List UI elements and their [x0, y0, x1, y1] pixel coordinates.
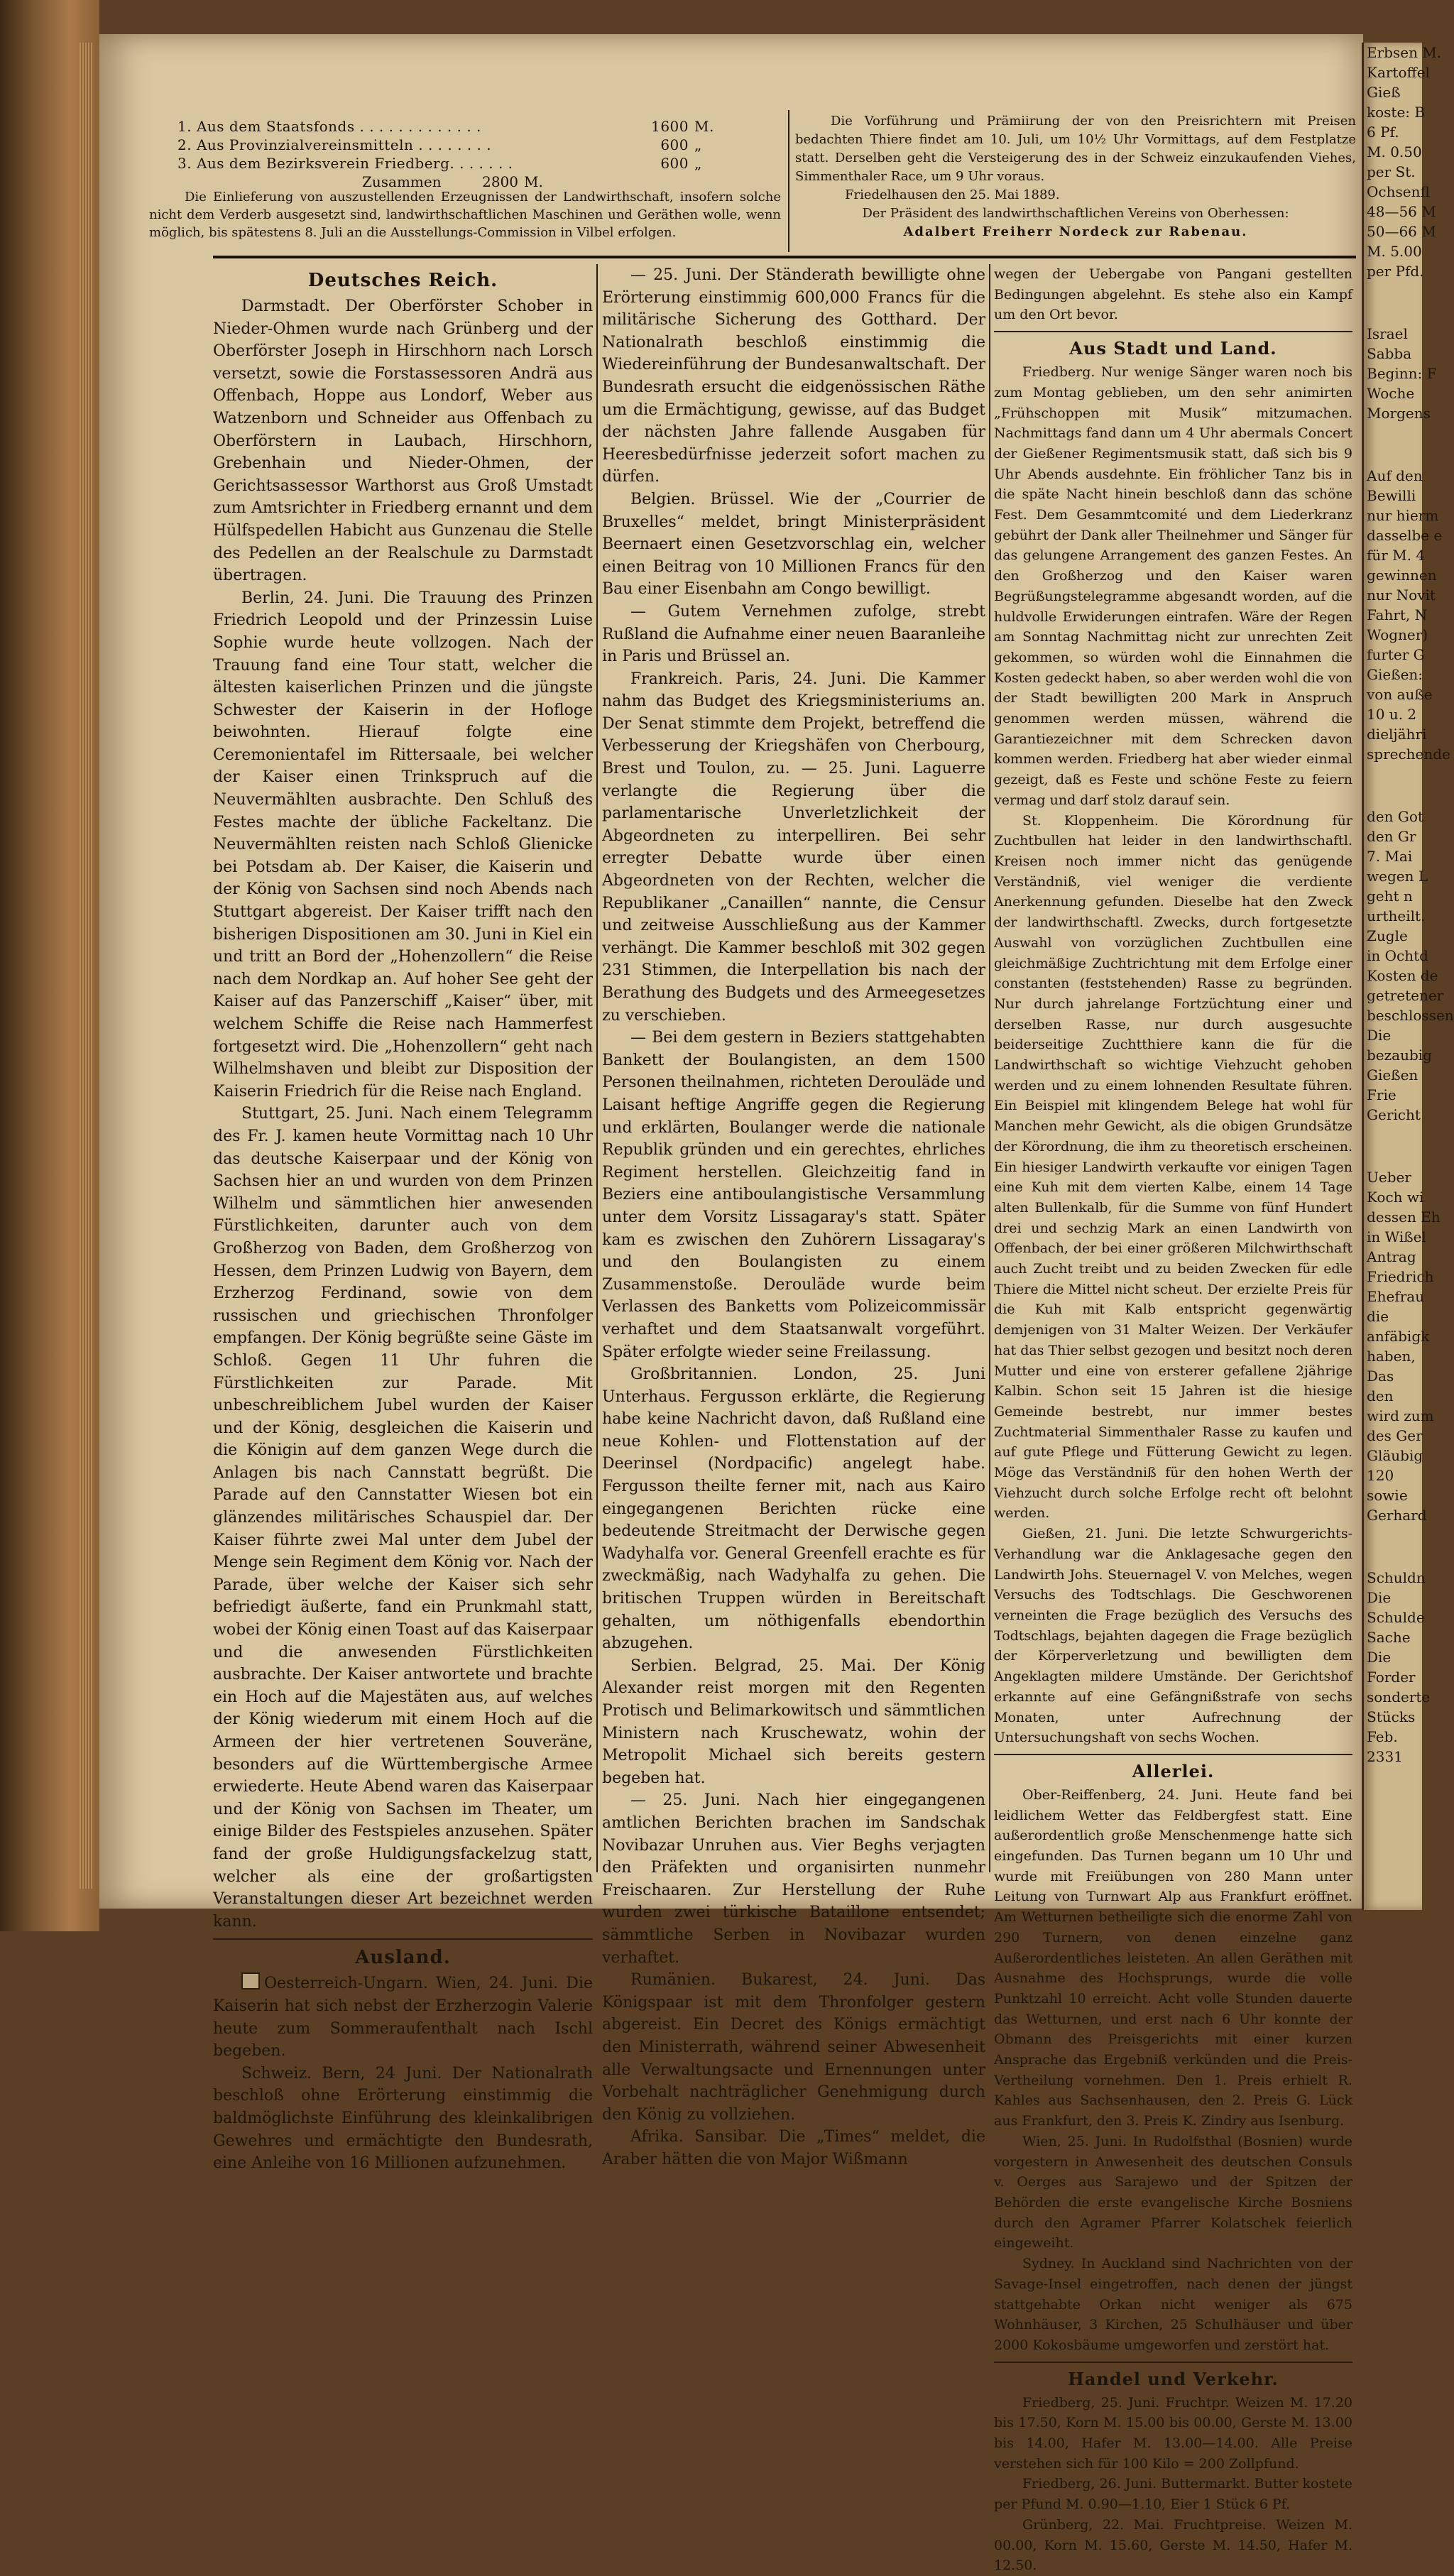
article-paragraph: Gießen, 21. Juni. Die letzte Schwurgerichts-Verhandlung war die Anklagesache gegen den Landwirth Johs. Steuernagel V. von Melches, wegen Versuchs des Todtschlags. Die Geschworenen verneinten die Frage bezüglich des Versuchs des Todtschlags, bejahten dagegen die Frage bezüglich der Körperverletzung und bewilligten dem Angeklagten mildere Umstände. Der Gerichtshof erkannte auf eine Gefängnißstrafe von sechs Monaten, unter Aufrechnung der Untersuchungshaft von sechs Wochen.: [994, 1526, 1352, 1746]
next-page-fragment: Woche: [1367, 385, 1415, 402]
next-page-fragment: den: [1367, 1387, 1394, 1404]
next-page-fragment: nur Novit: [1367, 586, 1436, 604]
announcement-text: Die Vorführung und Prämiirung der von den Preisrichtern mit Preisen bedachten Thiere findet am 10. Juli, um 10½ Uhr Vormittags, auf dem Festplatze statt. Derselben geht die Versteigerung des in der Schweiz einzukaufenden Viehes, Simmenthaler Race, um 9 Uhr voraus.: [795, 114, 1356, 184]
section-rule: [994, 331, 1352, 332]
next-page-fragment: 10 u. 2: [1367, 706, 1417, 723]
next-page-fragment: für M. 4: [1367, 547, 1426, 564]
next-page-fragment: Friedrich: [1367, 1268, 1434, 1285]
next-page-fragment: Frie: [1367, 1086, 1396, 1103]
article-paragraph: Grünberg, 22. Mai. Fruchtpreise. Weizen M. 00.00, Korn M. 15.60, Gerste M. 14.50, Hafer M. 12.50.: [994, 2516, 1352, 2574]
next-page-fragment: geht n: [1367, 888, 1413, 905]
next-page-fragment: Zugle: [1367, 927, 1408, 944]
fund-amount: 600: [660, 155, 689, 172]
article-paragraph: Frankreich. Paris, 24. Juni. Die Kammer nahm das Budget des Kriegsministeriums an. Der Senat stimmte dem Projekt, betreffend die Verbesserung der Kriegshäfen von Cherbourg, Brest und Toulon, zu. — 25. Juni. Laguerre verlangte die Regierung über die parlamentarische Unverletzlichkeit der Abgeordneten zu interpelliren. Bei sehr erregter Debatte wurde über einen Abgeordneten von der Rechten, welcher die Republikaner „Canaillen“ nannte, die Censur und zeitweise Ausschließung aus der Kammer verhängt. Die Kammer beschloß mit 302 gegen 231 Stimmen, die Interpellation bis nach der Berathung des Budgets und des Armeegesetzes zu verschieben.: [602, 670, 985, 1025]
fund-row: [177, 154, 781, 173]
fund-currency: „: [694, 155, 702, 172]
top-divider: [788, 110, 789, 252]
article-paragraph: Afrika. Sansibar. Die „Times“ meldet, die Araber hätten die von Major Wißmann: [602, 2128, 985, 2168]
article-paragraph: — Gutem Vernehmen zufolge, strebt Rußland die Aufnahme einer neuen Baaranleihe in Paris und Brüssel an.: [602, 602, 985, 666]
next-page-fragment: Gericht: [1367, 1106, 1421, 1123]
column-1: [213, 264, 593, 2175]
article-paragraph: Stuttgart, 25. Juni. Nach einem Telegramm des Fr. J. kamen heute Vormittag nach 10 Uhr das deutsche Kaiserpaar und der König von Sachsen hier an und wurden von dem Prinzen Wilhelm und sämmtlichen hier anwesenden Fürstlichkeiten, darunter auch von dem Großherzog von Baden, dem Großherzog von Hessen, dem Prinzen Ludwig von Bayern, dem Erzherzog Ferdinand, sowie von dem russischen und griechischen Thronfolger empfangen. Der König begrüßte seine Gäste im Schloß. Gegen 11 Uhr fuhren die Fürstlichkeiten zur Parade. Mit unbeschreiblichem Jubel wurden der Kaiser und der König, desgleichen die Kaiserin und die Königin auf dem ganzen Wege durch die Anlagen bis nach Cannstatt begrüßt. Die Parade auf den Cannstatter Wiesen bot ein glänzendes militärisches Schauspiel dar. Der Kaiser führte zwei Mal unter dem Jubel der Menge sein Regiment dem König vor. Nach der Parade, über welche der Kaiser sich sehr befriedigt äußerte, fand ein Prunkmahl statt, wobei der König einen Toast auf das Kaiserpaar und die anwesenden Fürstlichkeiten ausbrachte. Der Kaiser antwortete und brachte ein Hoch auf die Majestäten aus, auf welches der König wiederum mit einem Hoch auf die Armeen der hier vertretenen Souveräne, besonders auf die Württembergische Armee erwiederte. Heute Abend waren das Kaiserpaar und der König von Sachsen im Theater, um einige Bilder des Festspieles anzusehen. Später fand der große Huldigungsfackelzug statt, welcher als eine der großartigsten Veranstaltungen dieser Art bezeichnet werden kann.: [213, 1105, 593, 1931]
next-page-fragment: Ueber: [1367, 1169, 1411, 1186]
next-page-fragment: dessen Eh: [1367, 1208, 1441, 1226]
article-paragraph: wegen der Uebergabe von Pangani gestellten Bedingungen abgelehnt. Es stehe also ein Kampf um den Ort bevor.: [994, 266, 1352, 323]
next-page-fragment: sprechende: [1367, 746, 1450, 763]
next-page-fragment: Ochsenfl: [1367, 183, 1430, 200]
next-page-fragment: Gerhard: [1367, 1507, 1427, 1524]
column-2: [602, 264, 985, 2171]
next-page-fragment: sowie: [1367, 1487, 1408, 1504]
funding-list: [177, 117, 781, 191]
delivery-note: Die Einlieferung von auszustellenden Erzeugnissen der Landwirthschaft, insofern solche nicht dem Verderb ausgesetzt sind, landwirthschaftlichen Maschinen und Geräthen wolle, wenn möglich, bis spätestens 8. Juli an die Ausstellungs-Commission in Vilbel erfolgen.: [149, 190, 781, 240]
next-page-fragment: gewinnen: [1367, 567, 1437, 584]
next-page-fragment: Sabba: [1367, 345, 1412, 362]
next-page-fragment: Feb.: [1367, 1728, 1398, 1745]
next-page-fragment: sonderte: [1367, 1688, 1431, 1705]
article-paragraph: Darmstadt. Der Oberförster Schober in Nieder-Ohmen wurde nach Grünberg und der Oberförster Joseph in Hirschhorn nach Lorsch versetzt, sowie die Forstassessoren Andrä aus Offenbach, Hoppe aus Londorf, Weber aus Watzenborn und Schneider aus Offenbach zu Oberförstern in Laubach, Hirschhorn, Grebenhain und Nieder-Ohmen, der Gerichtsassessor Warthorst aus Groß Umstadt zum Amtsrichter in Friedberg ernannt und dem Hülfspedellen Habicht aus Gunzenau die Stelle des Pedellen an der Realschule zu Darmstadt übertragen.: [213, 298, 593, 585]
fund-label: 1. Aus dem Staatsfonds . . . . . . . . . . . . .: [177, 118, 481, 135]
next-page-fragment: Sache: [1367, 1629, 1411, 1646]
fund-amount: 1600: [651, 118, 689, 135]
next-page-fragment: per St.: [1367, 163, 1416, 180]
section-heading-aus-stadt-und-land: Aus Stadt und Land.: [1069, 338, 1277, 359]
article-paragraph: — 25. Juni. Der Ständerath bewilligte ohne Erörterung einstimmig 600,000 Francs für die militärische Sicherung des Gotthard. Der Nationalrath beschloß einstimmig die Wiedereinführung der Bundesanwaltschaft. Der Bundesrath ersucht die eidgenössischen Räthe um die Ermächtigung, gewisse, auf das Budget der nächsten Jahre fallende Ausgaben für Heeresbedürfnisse jederzeit sofort machen zu dürfen.: [602, 266, 985, 486]
section-heading-ausland: Ausland.: [355, 1947, 451, 1969]
next-page-fragment: Die: [1367, 1589, 1392, 1606]
next-page-fragment: Erbsen M.: [1367, 44, 1442, 61]
next-page-fragment: wird zum: [1367, 1407, 1434, 1424]
next-page-fragment: 2331: [1367, 1748, 1403, 1765]
article-paragraph: Wien, 25. Juni. In Rudolfsthal (Bosnien) wurde vorgestern in Anwesenheit des deutschen Consuls v. Oerges aus Sarajewo und der Spitzen der Behörden die erste evangelische Kirche Bosniens durch den Agramer Pfarrer Kolatschek feierlich eingeweiht.: [994, 2133, 1352, 2252]
main-rule: [213, 256, 1356, 258]
next-page-fragment: 120: [1367, 1467, 1394, 1484]
article-paragraph: Belgien. Brüssel. Wie der „Courrier de Bruxelles“ meldet, bringt Ministerpräsident Beernaert einen Gesetzvorschlag ein, welcher einen Beitrag von 10 Millionen Francs für den Bau einer Eisenbahn am Congo bewilligt.: [602, 490, 985, 599]
next-page-fragment: Gieß: [1367, 84, 1401, 101]
section-heading-handel-und-verkehr: Handel und Verkehr.: [1068, 2368, 1279, 2389]
next-page-fragment: Morgens: [1367, 405, 1431, 422]
fund-label: 2. Aus Provinzialvereinsmitteln . . . . . . . .: [177, 136, 492, 153]
next-page-fragment: bezaubig: [1367, 1047, 1432, 1064]
next-page-fragment: anfäbigk: [1367, 1328, 1430, 1345]
next-page-fragment: 48—56 M: [1367, 203, 1436, 220]
next-page-fragment: 50—66 M: [1367, 223, 1436, 240]
article-paragraph: Ober-Reiffenberg, 24. Juni. Heute fand bei leidlichem Wetter das Feldbergfest statt. Eine außerordentlich große Menschenmenge hatte sich eingefunden. Das Turnen begann um 10 Uhr und wurde mit Freiübungen von 280 Mann unter Leitung von Turnwart Alp aus Frankfurt eröffnet. Am Wetturnen betheiligte sich die enorme Zahl von 290 Turnern, von denen einzelne ganz Außerordentliches leisteten. An allen Geräthen mit Ausnahme des Hochsprungs, wurde die volle Punktzahl 10 erreicht. Acht volle Stunden dauerte das Wetturnen, und erst nach 6 Uhr konnte der Obmann des Preisgerichts mit einer kurzen Ansprache das Ergebniß verkünden und die Preis-Vertheilung vornehmen. Den 1. Preis erhielt R. Kahles aus Sachsenhausen, den 2. Preis G. Lück aus Frankfurt, den 3. Preis K. Zindry aus Isenburg.: [994, 1786, 1352, 2129]
article-paragraph: Serbien. Belgrad, 25. Mai. Der König Alexander reist morgen mit den Regenten Protisch und Belimarkowitsch und sämmtlichen Ministern nach Kruschewatz, wohin der Metropolit Michael sich bereits gestern begeben hat.: [602, 1657, 985, 1787]
next-page-edge: [1362, 43, 1454, 1910]
next-page-fragment: per Pfd.: [1367, 263, 1424, 280]
next-page-fragment: M. 0.50: [1367, 143, 1422, 160]
next-page-fragment: 7. Mai: [1367, 848, 1413, 865]
next-page-fragment: Schuldn: [1367, 1569, 1426, 1586]
fund-currency: M.: [694, 118, 714, 135]
next-page-fragment: dasselbe e: [1367, 527, 1443, 544]
next-page-fragment: Gläubig: [1367, 1447, 1423, 1464]
next-page-gap: [1364, 423, 1422, 466]
next-page-fragment: Bewilli: [1367, 487, 1416, 504]
book-spine: [0, 0, 99, 1931]
next-page-gap: [1364, 1525, 1422, 1568]
next-page-fragment: dieljähri: [1367, 726, 1427, 743]
next-page-fragment: M. 5.00: [1367, 243, 1422, 260]
signature-name: Adalbert Freiherr Nordeck zur Rabenau.: [903, 224, 1248, 239]
next-page-fragment: Israel: [1367, 325, 1408, 342]
article-paragraph: Großbritannien. London, 25. Juni Unterhaus. Fergusson erklärte, die Regierung habe keine Nachricht davon, daß Rußland eine neue Kohlen- und Flottenstation auf der Deerinsel (Nordpacific) angelegt habe. Fergusson theilte ferner mit, nach aus Kairo eingegangenen Berichten rücke eine bedeutende Streitmacht der Derwische gegen Wadyhalfa vor. General Greenfell erachte es für zweckmäßig, nach Wadyhalfa zu gehen. Die britischen Truppen würden in Bereitschaft gehalten, um nöthigenfalls ebendorthin abzugehen.: [602, 1365, 985, 1653]
next-page-fragment: Kosten de: [1367, 967, 1438, 984]
fund-row: [177, 117, 781, 136]
next-page-fragment: in Wißel: [1367, 1228, 1426, 1245]
article-paragraph: Friedberg, 26. Juni. Buttermarkt. Butter kostete per Pfund M. 0.90—1.10, Eier 1 Stück 6 Pf.: [994, 2476, 1352, 2513]
article-paragraph: Sydney. In Auckland sind Nachrichten von der Savage-Insel eingetroffen, nach denen der jüngst stattgehabte Orkan nicht weniger als 675 Wohnhäuser, 3 Kirchen, 25 Schulhäuser und über 2000 Kokosbäume umgeworfen und zerstört hat.: [994, 2256, 1352, 2353]
next-page-gap: [1364, 764, 1422, 807]
next-page-fragment: haben,: [1367, 1348, 1416, 1365]
next-page-gap: [1364, 281, 1422, 324]
article-paragraph: Rumänien. Bukarest, 24. Juni. Das Königspaar ist mit dem Thronfolger gestern abgereist. Ein Decret des Königs ermächtigt den Ministerrath, während seiner Abwesenheit alle Verwaltungsacte und Ernennungen unter Vorbehalt nachträglicher Genehmigung durch den König zu vollziehen.: [602, 1971, 985, 2124]
announcement-date: Friedelhausen den 25. Mai 1889.: [845, 187, 1060, 202]
next-page-fragment: wegen L: [1367, 868, 1428, 885]
announcement: [795, 112, 1356, 241]
next-page-fragment: Auf den: [1367, 467, 1423, 484]
next-page-fragment: Wogner): [1367, 626, 1428, 643]
section-heading-allerlei: Allerlei.: [1132, 1760, 1215, 1781]
section-rule: [213, 1938, 593, 1940]
next-page-fragment: Kartoffel: [1367, 64, 1430, 81]
next-page-fragment: den Got: [1367, 808, 1423, 825]
next-page-fragment: Gießen: [1367, 1066, 1419, 1084]
ornament-box-icon: [241, 1972, 260, 1990]
section-heading-deutsches-reich: Deutsches Reich.: [307, 270, 498, 291]
next-page-fragment: nur hierm: [1367, 507, 1439, 524]
article-paragraph: Friedberg. Nur wenige Sänger waren noch bis zum Montag geblieben, um den sehr animirten „Frühschoppen mit Musik“ mitzumachen. Nachmittags fand dann um 4 Uhr abermals Concert der Gießener Regimentsmusik statt, daß sich bis 9 Uhr Abends ausdehnte. Ein fröhlicher Tanz bis in die späte Nacht hinein beschloß dann das schöne Fest. Dem Gesammtcomité und dem Liederkranz gebührt der Dank aller Theilnehmer und Sänger für das gelungene Arrangement des ganzen Festes. An den Großherzog und den Kaiser waren Begrüßungstelegramme abgesandt worden, auf die huldvolle Erwiderungen eintrafen. Wäre der Regen am Sonntag Nachmittag nicht zur unrechten Zeit gekommen, so würden wohl die Einnahmen die Kosten gedeckt haben, so aber werden wohl die von der Stadt bewilligten 200 Mark in Anspruch genommen werden müssen, während die Garantiezeichner mit dem Schrecken davon kommen werden. Friedberg hat aber wieder einmal gezeigt, daß es Feste und schöne Feste zu feiern vermag und darf stolz darauf sein.: [994, 364, 1352, 808]
article-paragraph: — Bei dem gestern in Beziers stattgehabten Bankett der Boulangisten, an dem 1500 Personen theilnahmen, richteten Derouläde und Laisant heftige Angriffe gegen die Regierung und erklärten, Boulanger werde die nationale Republik gründen und ein gerechtes, ehrliches Regiment herstellen. Gleichzeitig fand in Beziers eine antiboulangistische Versammlung unter dem Vorsitz Lissagaray's statt. Später kam es zwischen den Zuhörern Lissagaray's und den Boulangisten zu einem Zusammenstoße. Derouläde wurde beim Verlassen des Banketts vom Polizeicommissär verhaftet und dem Staatsanwalt vorgeführt. Später erfolgte wieder seine Freilassung.: [602, 1029, 985, 1361]
next-page-fragment: den Gr: [1367, 828, 1416, 845]
column-rule: [596, 264, 598, 1872]
next-page-fragment: Die: [1367, 1027, 1392, 1044]
next-page-fragment: getretener: [1367, 987, 1444, 1004]
section-rule: [994, 1754, 1352, 1755]
next-page-fragment: des Ger: [1367, 1427, 1423, 1444]
fund-total-currency: M.: [524, 173, 543, 190]
fund-row: [177, 136, 781, 154]
next-page-fragment: von auße: [1367, 686, 1433, 703]
next-page-fragment: Koch wi: [1367, 1189, 1424, 1206]
next-page-fragment: Forder: [1367, 1669, 1416, 1686]
article-paragraph: Berlin, 24. Juni. Die Trauung des Prinzen Friedrich Leopold und der Prinzessin Luise Sophie wurde heute vollzogen. Nach der Trauung fand eine Tour statt, welcher die ältesten kaiserlichen Prinzen und die jüngste Schwester der Kaiserin in der Hofloge beiwohnten. Hierauf folgte eine Ceremonientafel im Rittersaale, bei welcher der Kaiser einen Trinkspruch auf die Neuvermählten ausbrachte. Den Schluß des Festes machte der übliche Fackeltanz. Die Neuvermählten reisten nach Schloß Glienicke bei Potsdam ab. Der Kaiser, die Kaiserin und der König von Sachsen sind noch Abends nach Stuttgart abgereist. Der Kaiser trifft nach den bisherigen Dispositionen am 30. Juni in Kiel ein und tritt an Bord der „Hohenzollern“ die Reise nach dem Nordkap an. Auf hoher See geht der Kaiser auf das Panzerschiff „Kaiser“ über, mit welchem Schiffe die Reise nach Hammerfest fortgesetzt wird. Die „Hohenzollern“ geht nach Wilhelmshaven und bleibt zur Disposition der Kaiserin Friedrich für die Reise nach England.: [213, 589, 593, 1101]
article-paragraph: Friedberg, 25. Juni. Fruchtpr. Weizen M. 17.20 bis 17.50, Korn M. 15.00 bis 00.00, Gerste M. 13.00 bis 14.00, Hafer M. 13.00—14.00. Alle Preise verstehen sich für 100 Kilo = 200 Zollpfund.: [994, 2394, 1352, 2472]
fund-total-amount: 2800: [482, 173, 518, 190]
next-page-gap: [1364, 1125, 1422, 1167]
next-page-fragment: die: [1367, 1308, 1389, 1325]
next-page-fragment: beschlossen: [1367, 1007, 1454, 1024]
signature-title: Der Präsident des landwirthschaftlichen Vereins von Oberhessen:: [862, 206, 1289, 221]
column-3: [994, 264, 1352, 2576]
article-paragraph: Schweiz. Bern, 24 Juni. Der Nationalrath beschloß ohne Erörterung einstimmig die baldmöglichste Einführung des kleinkalibrigen Gewehres und ermächtigte den Bundesrath, eine Anleihe von 16 Millionen aufzunehmen.: [213, 2064, 593, 2173]
next-page-fragment: 6 Pf.: [1367, 124, 1399, 141]
article-paragraph: St. Kloppenheim. Die Körordnung für Zuchtbullen hat leider in den landwirthschaftl. Kreisen noch immer nicht das genügende Verständniß, viel weniger die verdiente Anerkennung gefunden. Dieselbe hat den Zweck der landwirthschaftl. Zwecks, durch fortgesetzte Auswahl von vorzüglichen Zuchtbullen eine gleichmäßige Zuchtrichtung mit dem Erfolge einer constanten (feststehenden) Rasse zu begründen. Nur durch jahrelange Fortzüchtung einer und derselben Rasse, nur durch ausgesuchte beiderseitige Zuchtthiere kann die für die Landwirthschaft so wichtige Viehzucht gehoben werden und zu einem lohnenden Resultate führen. Ein Beispiel mit klingendem Belege hat wohl für Manchen mehr Gewicht, als die obigen Grundsätze der Körordnung, die ihm zu theoretisch erscheinen. Ein hiesiger Landwirth verkaufte vor einigen Tagen eine Kuh mit dem vierten Kalbe, einem 14 Tage alten Bullenkalb, für die Summe von fünf Hundert drei und sechzig Mark an einen Landwirth von Offenbach, der bei einer größeren Milchwirthschaft auch Zucht treibt und zu beiden Zwecken für edle Thiere die Mittel nicht scheut. Der erzielte Preis für die Kuh mit Kalb entspricht gegenwärtig demjenigen von 31 Malter Weizen. Der Verkäufer hat das Thier selbst gezogen und besitzt noch deren Mutter und eine von ersterer gefallene 2jährige Kalbin. Schon seit 15 Jahren ist die hiesige Gemeinde bestrebt, nur immer bestes Zuchtmaterial Simmenthaler Rasse zu kaufen und auf gute Pflege und Fütterung Gewicht zu legen. Möge das Verständniß für den hohen Werth der Viehzucht durch solche Erfolge recht oft belohnt werden.: [994, 812, 1352, 1522]
fund-amount: 600: [660, 136, 689, 153]
next-page-fragment: urtheilt.: [1367, 907, 1426, 924]
next-page-fragment: koste: B: [1367, 104, 1426, 121]
next-page-fragment: Ehefrau: [1367, 1288, 1425, 1305]
article-text: Oesterreich-Ungarn. Wien, 24. Juni. Die Kaiserin hat sich nebst der Erzherzogin Valerie heute zum Sommeraufenthalt nach Ischl begeben.: [213, 1975, 593, 2061]
next-page-fragment: Stücks: [1367, 1708, 1416, 1725]
fund-label: 3. Aus dem Bezirksverein Friedberg. . . . . . .: [177, 155, 513, 172]
next-page-fragment: Beginn: F: [1367, 365, 1437, 382]
section-rule: [994, 2362, 1352, 2363]
next-page-fragment: furter G: [1367, 646, 1425, 663]
next-page-fragment: Die: [1367, 1649, 1392, 1666]
next-page-fragment: in Ochtd: [1367, 947, 1428, 964]
next-page-fragment: Das: [1367, 1368, 1394, 1385]
article-paragraph: — 25. Juni. Nach hier eingegangenen amtlichen Berichten brachen im Sandschak Novibazar Unruhen aus. Vier Beghs verjagten den Präfekten und organisirten nunmehr Freischaaren. Zur Herstellung der Ruhe wurden zwei türkische Bataillone entsendet; sämmtliche Serben in Novibazar wurden verhaftet.: [602, 1791, 985, 1967]
article-paragraph: [213, 1972, 593, 2062]
fund-currency: „: [694, 136, 702, 153]
column-rule: [989, 264, 990, 1872]
next-page-fragment: Antrag: [1367, 1248, 1416, 1265]
fund-total-label: Zusammen: [362, 173, 442, 190]
next-page-fragment: Gießen:: [1367, 666, 1423, 683]
next-page-fragment: Fahrt, N: [1367, 606, 1428, 623]
next-page-fragment: Schulde: [1367, 1609, 1425, 1626]
